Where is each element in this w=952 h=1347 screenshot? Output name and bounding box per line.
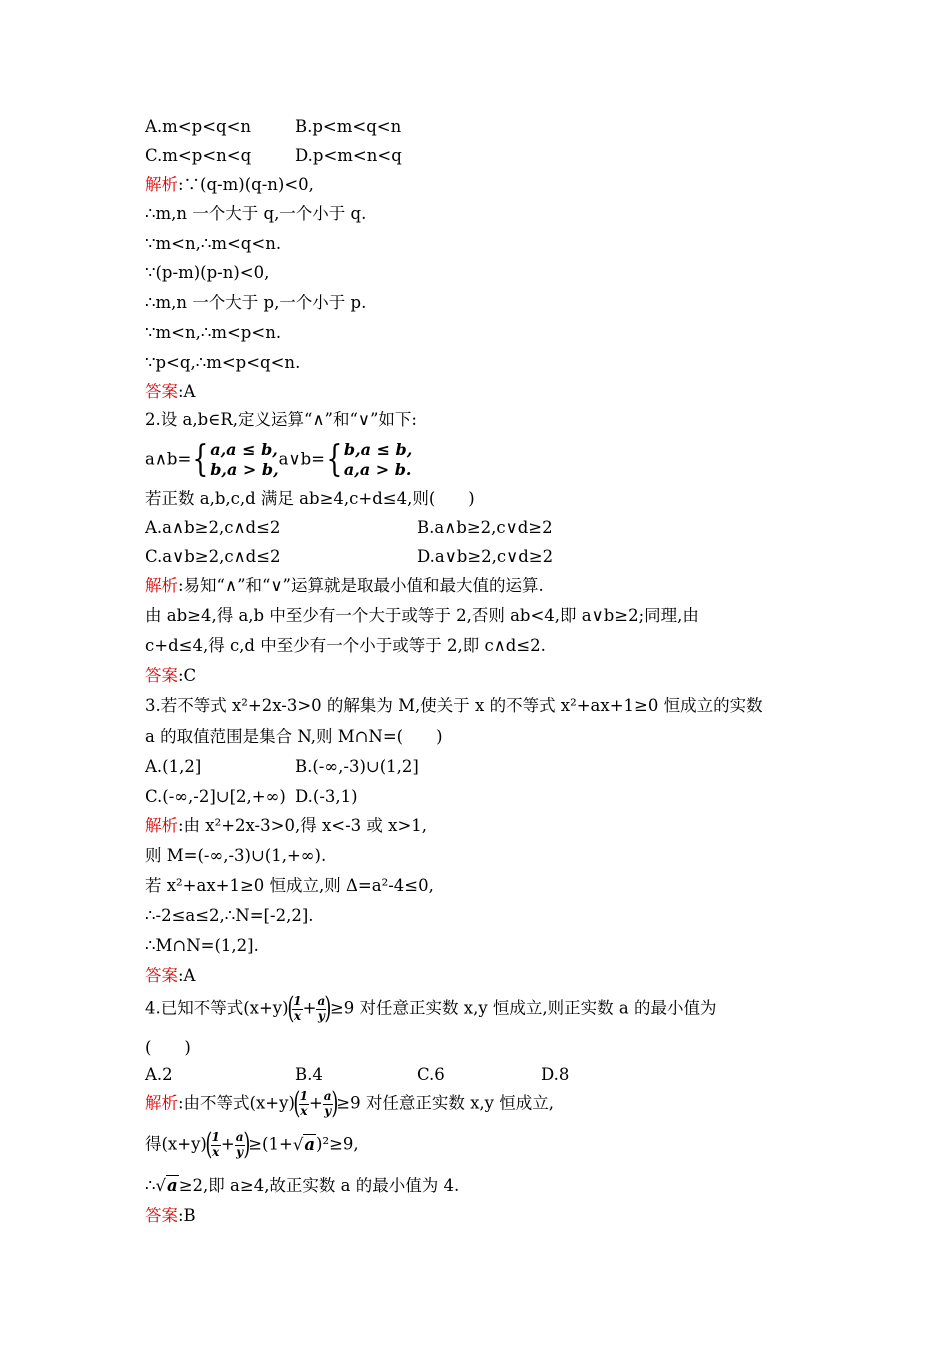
q4-option-b: B.4: [295, 1065, 323, 1084]
q3-stem-line-1: 3.若不等式 x²+2x-3>0 的解集为 M,使关于 x 的不等式 x²+ax+1≥0 恒成立的实数: [145, 696, 763, 715]
q4-options-row: [145, 1067, 569, 1084]
q4-option-d: D.8: [541, 1065, 570, 1084]
q2-def-and-lhs: a∧b=: [145, 449, 192, 469]
q4-stem-line-2: ( ): [145, 1038, 191, 1057]
q2-analysis-line-2: 由 ab≥4,得 a,b 中至少有一个大于或等于 2,否则 ab<4,即 a∨b≥2;同理,由: [145, 606, 699, 625]
sqrt-a: √a: [292, 1134, 316, 1154]
sqrt-a: √a: [155, 1176, 178, 1195]
q1-answer-line: [145, 384, 195, 401]
q1-answer: :A: [178, 382, 196, 401]
q2-definition: [145, 440, 412, 480]
q1-option-c: C.m<p<n<q: [145, 146, 252, 165]
q2-def-or-cases: { b,a ≤ b, a,a > b.: [326, 439, 413, 480]
q3-option-c: C.(-∞,-2]∪[2,+∞): [145, 787, 286, 806]
q1-analysis-line-5: ∴m,n 一个大于 p,一个小于 p.: [145, 293, 367, 312]
q2-analysis-line-3: c+d≤4,得 c,d 中至少有一个小于或等于 2,即 c∧d≤2.: [145, 636, 546, 655]
q1-option-a: A.m<p<q<n: [145, 117, 252, 136]
q1-options-row2: [145, 148, 402, 165]
q2-option-b: B.a∧b≥2,c∨d≥2: [417, 518, 553, 537]
q2-condition: 若正数 a,b,c,d 满足 ab≥4,c+d≤4,则( ): [145, 489, 475, 508]
q2-analysis-line-1: 解析:易知“∧”和“∨”运算就是取最小值和最大值的运算.: [145, 576, 544, 595]
q4-analysis-line-2: 得(x+y)( $\frac{1}{x}$ + $\frac{a}{y}$ )≥(1+√a)²≥9,: [145, 1127, 359, 1162]
q2-analysis-label: 解析: [145, 576, 178, 595]
q3-stem-line-2: a 的取值范围是集合 N,则 M∩N=( ): [145, 727, 443, 746]
q4-analysis-label: 解析: [145, 1093, 178, 1113]
q1-analysis-line-3: ∵m<n,∴m<q<n.: [145, 234, 282, 253]
q3-options-row2: [145, 789, 358, 806]
q3-answer-line: [145, 968, 195, 985]
q2-option-d: D.a∨b≥2,c∨d≥2: [417, 547, 554, 566]
q4-answer-label: 答案: [145, 1206, 178, 1225]
q3-option-b: B.(-∞,-3)∪(1,2]: [295, 757, 419, 776]
q3-analysis-line-3: 若 x²+ax+1≥0 恒成立,则 Δ=a²-4≤0,: [145, 876, 434, 895]
q3-answer: :A: [178, 966, 196, 985]
q4-analysis-line-1: 解析:由不等式(x+y)( $\frac{1}{x}$ + $\frac{a}{y}$ )≥9 对任意正实数 x,y 恒成立,: [145, 1086, 554, 1121]
q3-analysis-label: 解析: [145, 816, 178, 835]
q2-option-a: A.a∧b≥2,c∧d≤2: [145, 518, 281, 537]
q1-option-d: D.p<m<n<q: [295, 146, 402, 165]
q4-option-c: C.6: [417, 1065, 445, 1084]
q2-options-row1: [145, 520, 553, 537]
q4-frac-1-over-x: $\frac{1}{x}$: [293, 994, 302, 1023]
q3-analysis-line-1: 解析:由 x²+2x-3>0,得 x<-3 或 x>1,: [145, 816, 428, 835]
q4-stem-line-1: 4.已知不等式(x+y)( $\frac{1}{x}$ + $\frac{a}{y}$ )≥9 对任意正实数 x,y 恒成立,则正实数 a 的最小值为: [145, 991, 717, 1026]
q2-answer-line: [145, 668, 196, 685]
q1-analysis-line-6: ∵m<n,∴m<p<n.: [145, 323, 282, 342]
q2-def-or-lhs: a∨b=: [278, 449, 325, 469]
q4-analysis-line-3: ∴√a≥2,即 a≥4,故正实数 a 的最小值为 4.: [145, 1176, 460, 1195]
q4-option-a: A.2: [145, 1065, 173, 1084]
q2-options-row2: [145, 549, 553, 566]
q1-analysis-line-7: ∵p<q,∴m<p<q<n.: [145, 353, 301, 372]
q3-options-row1: [145, 759, 419, 776]
q3-analysis-line-4: ∴-2≤a≤2,∴N=[-2,2].: [145, 906, 314, 925]
q1-analysis-line-1: 解析:∵(q-m)(q-n)<0,: [145, 175, 314, 194]
q3-answer-label: 答案: [145, 966, 178, 985]
q4-answer: :B: [178, 1206, 196, 1225]
q2-def-and-cases: { a,a ≤ b, b,a > b,: [192, 439, 279, 480]
q2-stem: 2.设 a,b∈R,定义运算“∧”和“∨”如下:: [145, 410, 417, 429]
q2-option-c: C.a∨b≥2,c∧d≤2: [145, 547, 281, 566]
q1-option-b: B.p<m<q<n: [295, 117, 402, 136]
q3-option-d: D.(-3,1): [295, 787, 358, 806]
q1-answer-label: 答案: [145, 382, 178, 401]
q3-analysis-line-5: ∴M∩N=(1,2].: [145, 936, 259, 955]
q3-analysis-line-2: 则 M=(-∞,-3)∪(1,+∞).: [145, 846, 327, 865]
q4-answer-line: [145, 1208, 196, 1225]
q2-answer: :C: [178, 666, 197, 685]
q1-analysis-label: 解析: [145, 175, 178, 194]
q3-option-a: A.(1,2]: [145, 757, 202, 776]
q2-answer-label: 答案: [145, 666, 178, 685]
q1-options-row1: [145, 119, 401, 136]
q1-analysis-line-2: ∴m,n 一个大于 q,一个小于 q.: [145, 204, 367, 223]
q4-frac-a-over-y: $\frac{a}{y}$: [317, 994, 326, 1023]
q1-analysis-line-4: ∵(p-m)(p-n)<0,: [145, 263, 270, 282]
